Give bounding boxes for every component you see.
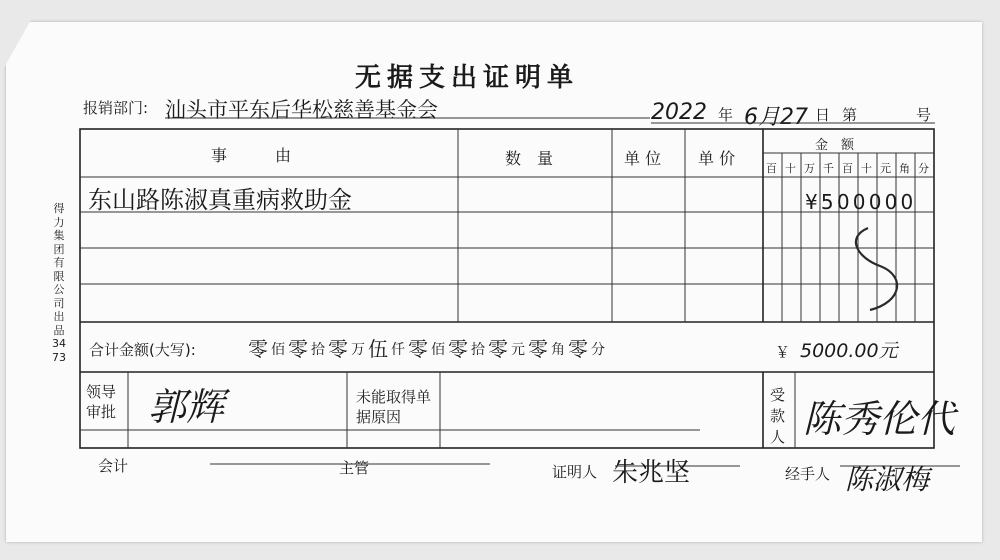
digit-header: 分 (918, 162, 929, 175)
printer-sidebar: 得力集团有限公司出品 3473 (52, 202, 66, 364)
total-word-unit: 拾 (311, 342, 325, 358)
total-word-unit: 佰 (431, 342, 445, 358)
dept-value: 汕头市平东后华松慈善基金会 (165, 98, 438, 122)
witness-label: 证明人 (552, 463, 598, 481)
row1-amount: ¥500000 (805, 190, 917, 214)
payee-label: 受款人 (770, 386, 786, 446)
total-word-value: 零 (448, 337, 468, 361)
total-word-value: 零 (408, 337, 428, 361)
total-word-value: 零 (528, 337, 548, 361)
hao-label: 号 (916, 106, 932, 124)
total-word-value: 零 (328, 337, 348, 361)
total-word-unit: 佰 (271, 342, 285, 358)
handler-signature: 陈淑梅 (845, 463, 930, 496)
handler-label: 经手人 (785, 465, 831, 483)
digit-header: 万 (804, 162, 815, 175)
total-label: 合计金额(大写): (89, 341, 196, 359)
row1-reason: 东山路陈淑真重病救助金 (88, 186, 352, 214)
payee-signature: 陈秀伦代 (803, 397, 956, 441)
total-currency-symbol: ￥ (775, 343, 791, 361)
total-amount-figure: 5000.00元 (800, 340, 898, 362)
total-word-value: 零 (248, 337, 268, 361)
accountant-label: 会计 (98, 457, 129, 475)
header-quantity: 数 量 (505, 149, 554, 168)
witness-signature: 朱兆坚 (612, 458, 691, 488)
total-word-value: 伍 (368, 337, 388, 361)
year-label: 年 (718, 106, 734, 124)
dept-label: 报销部门: (83, 99, 149, 117)
total-word-unit: 仟 (391, 342, 405, 358)
form-title: 无据支出证明单 (355, 63, 580, 93)
total-word-value: 零 (288, 337, 308, 361)
header-unit: 单 位 (624, 149, 662, 168)
leader-approval-label: 领导审批 (86, 383, 117, 421)
day-label: 日 (815, 106, 831, 124)
total-word-unit: 万 (351, 342, 365, 358)
no-receipt-reason-label: 未能取得单据原因 (356, 388, 432, 426)
supervisor-label: 主管 (339, 459, 370, 477)
leader-signature: 郭辉 (148, 385, 225, 429)
date-month-day: 6月27 (744, 105, 808, 130)
digit-header: 百 (842, 162, 853, 175)
digit-header: 百 (766, 162, 777, 175)
digit-header: 千 (823, 162, 834, 175)
total-word-value: 零 (568, 337, 588, 361)
digit-header: 十 (861, 162, 872, 175)
total-word-value: 零 (488, 337, 508, 361)
digit-header: 元 (880, 162, 891, 175)
no-label: 第 (842, 106, 858, 124)
digit-header: 角 (899, 162, 910, 175)
total-word-unit: 拾 (471, 342, 485, 358)
header-unit-price: 单 价 (698, 149, 736, 168)
date-year: 2022 (651, 100, 707, 125)
total-word-unit: 分 (591, 342, 605, 358)
digit-header: 十 (785, 162, 796, 175)
total-word-unit: 角 (551, 342, 565, 358)
header-amount: 金 额 (815, 138, 855, 153)
total-words (248, 333, 605, 362)
total-word-unit: 元 (511, 342, 525, 358)
header-reason: 事 由 (211, 146, 292, 165)
